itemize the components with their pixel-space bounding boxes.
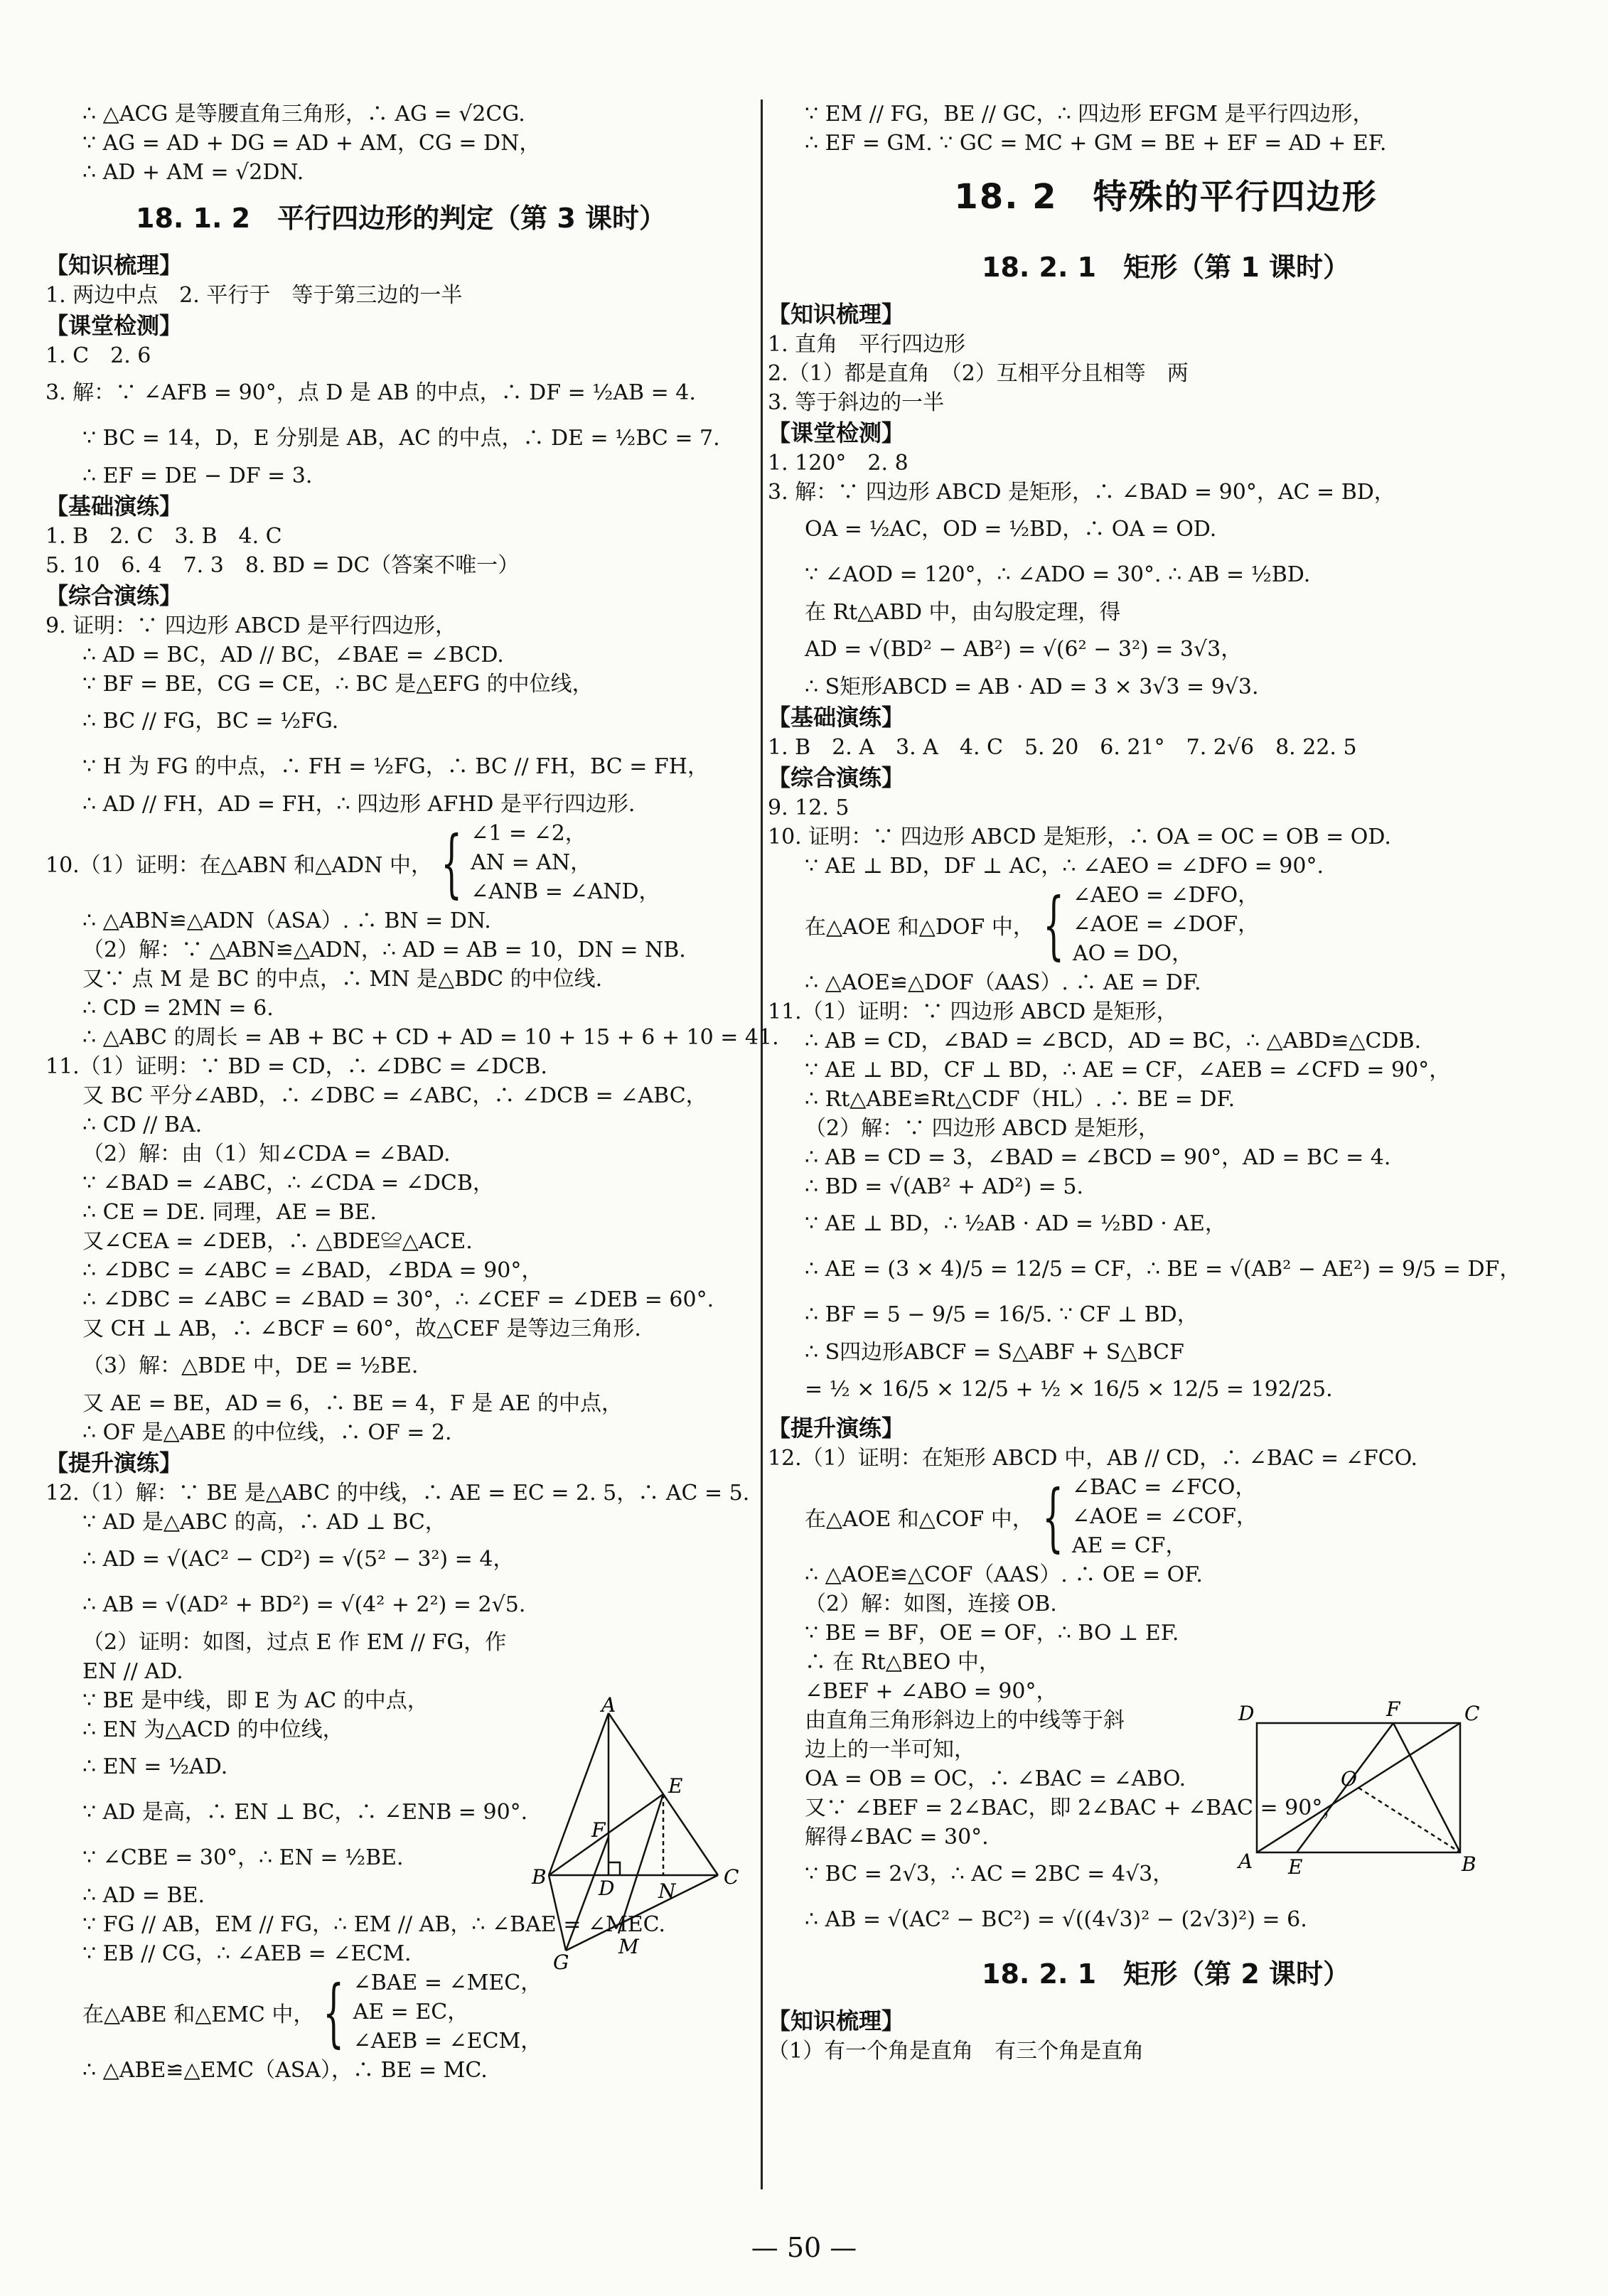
label-F: F bbox=[1386, 1697, 1400, 1721]
text-line: ∴ BD = √(AB² + AD²) = 5. bbox=[805, 1174, 1083, 1199]
text-line: 11.（1）证明：∵ BD = CD，∴ ∠DBC = ∠DCB. bbox=[45, 1054, 547, 1079]
text-line: ∵ EM // FG，BE // GC，∴ 四边形 EFGM 是平行四边形， bbox=[805, 102, 1374, 127]
section-title: 【提升演练】 bbox=[45, 1449, 183, 1476]
text-line: ∴ AE = (3 × 4)/5 = 12/5 = CF，∴ BE = √(AB² − AE²) = 9/5 = DF， bbox=[805, 1257, 1521, 1282]
text-line: ∴ AD = √(AC² − CD²) = √(5² − 3²) = 4， bbox=[82, 1547, 515, 1572]
text-line: ∴ AB = CD = 3，∠BAD = ∠BCD = 90°，AD = BC = 4. bbox=[805, 1145, 1391, 1170]
text-line: ∵ BE 是中线，即 E 为 AC 的中点， bbox=[82, 1688, 429, 1713]
right-angle-mark bbox=[609, 1862, 620, 1875]
label-O: O bbox=[1341, 1767, 1357, 1791]
brace: { bbox=[323, 1968, 345, 2056]
text-line: ∴ △ABE≌△EMC（ASA），∴ BE = MC. bbox=[82, 2058, 488, 2083]
text-line: ∴ △AOE≌△DOF（AAS）. ∴ AE = DF. bbox=[805, 970, 1201, 995]
equation-system bbox=[768, 1473, 1564, 1560]
label-A: A bbox=[601, 1693, 616, 1717]
text-line: ∵ AD 是△ABC 的高，∴ AD ⊥ BC， bbox=[82, 1510, 446, 1535]
system-item: ∠ANB = ∠AND， bbox=[471, 879, 660, 904]
text-line: ∴ AB = √(AD² + BD²) = √(4² + 2²) = 2√5. bbox=[82, 1592, 526, 1617]
lesson-title: 18. 1. 2 平行四边形的判定（第 3 课时） bbox=[136, 203, 666, 234]
section-title: 【基础演练】 bbox=[45, 493, 183, 520]
text-line: 1. B 2. C 3. B 4. C bbox=[45, 524, 282, 549]
text-line: （2）解：如图，连接 OB. bbox=[805, 1592, 1057, 1616]
brace: { bbox=[1043, 881, 1064, 968]
text-line: = ½ × 16/5 × 12/5 + ½ × 16/5 × 12/5 = 192/25. bbox=[805, 1377, 1333, 1402]
text-line: ∴ △AOE≌△COF（AAS）. ∴ OE = OF. bbox=[805, 1562, 1203, 1587]
text-line: ∴ BC // FG，BC = ½FG. bbox=[82, 709, 339, 734]
label-E: E bbox=[1288, 1855, 1303, 1879]
label-B: B bbox=[532, 1865, 547, 1889]
label-C: C bbox=[1464, 1702, 1480, 1725]
system-item: ∠1 = ∠2， bbox=[471, 821, 586, 846]
text-line: ∵ AD 是高，∴ EN ⊥ BC，∴ ∠ENB = 90°. bbox=[82, 1800, 528, 1825]
text-line: ∴ EN 为△ACD 的中位线， bbox=[82, 1717, 344, 1742]
label-E: E bbox=[668, 1774, 683, 1798]
system-lead: 在△ABE 和△EMC 中， bbox=[82, 2002, 315, 2027]
text-line: ∴ OF 是△ABE 的中位线，∴ OF = 2. bbox=[82, 1420, 452, 1445]
text-line: ∴ ∠DBC = ∠ABC = ∠BAD，∠BDA = 90°， bbox=[82, 1258, 543, 1283]
text-line: ∵ ∠AOD = 120°，∴ ∠ADO = 30°. ∴ AB = ½BD. bbox=[805, 562, 1311, 587]
label-G: G bbox=[553, 1951, 569, 1974]
section-title: 【基础演练】 bbox=[768, 704, 905, 731]
text-line: 1. 120° 2. 8 bbox=[768, 451, 908, 476]
text-line: ∴ △ACG 是等腰直角三角形，∴ AG = √2CG. bbox=[82, 102, 525, 127]
system-item: ∠AOE = ∠COF， bbox=[1071, 1504, 1258, 1529]
text-line: ∴ Rt△ABE≌Rt△CDF（HL）. ∴ BE = DF. bbox=[805, 1087, 1236, 1112]
brace: { bbox=[441, 819, 462, 906]
text-line: ∵ BF = BE，CG = CE，∴ BC 是△EFG 的中位线， bbox=[82, 672, 594, 697]
label-A: A bbox=[1238, 1850, 1253, 1873]
triangle-figure bbox=[532, 1693, 745, 1975]
equation-system bbox=[768, 881, 1564, 968]
text-line: EN // AD. bbox=[82, 1659, 183, 1684]
page-number: — 50 — bbox=[751, 2232, 857, 2263]
text-line: 又 AE = BE，AD = 6，∴ BE = 4，F 是 AE 的中点， bbox=[82, 1391, 623, 1416]
text-line: ∴ EF = GM. ∵ GC = MC + GM = BE + EF = AD + EF. bbox=[805, 131, 1387, 156]
text-line: 11.（1）证明：∵ 四边形 ABCD 是矩形， bbox=[768, 999, 1178, 1024]
text-line: ∴ ∠DBC = ∠ABC = ∠BAD = 30°，∴ ∠CEF = ∠DEB = 60°. bbox=[82, 1287, 714, 1312]
rectangle-diagram bbox=[1236, 1697, 1480, 1882]
text-line: ∵ ∠BAD = ∠ABC，∴ ∠CDA = ∠DCB， bbox=[82, 1171, 494, 1196]
text-line: ∴ △ABN≌△ADN（ASA）. ∴ BN = DN. bbox=[82, 908, 491, 933]
section-title: 【提升演练】 bbox=[768, 1415, 905, 1442]
system-items bbox=[1073, 881, 1259, 968]
text-line: ∴ 在 Rt△BEO 中， bbox=[805, 1650, 1000, 1675]
system-items bbox=[353, 1968, 542, 2056]
text-line: 10. 证明：∵ 四边形 ABCD 是矩形，∴ OA = OC = OB = OD. bbox=[768, 825, 1391, 849]
text-line: （2）解：由（1）知∠CDA = ∠BAD. bbox=[82, 1142, 451, 1166]
system-lead: 在△AOE 和△DOF 中， bbox=[805, 914, 1034, 940]
text-line: 12.（1）证明：在矩形 ABCD 中，AB // CD，∴ ∠BAC = ∠FCO. bbox=[768, 1446, 1417, 1471]
chapter-title: 18. 2 特殊的平行四边形 bbox=[954, 177, 1378, 217]
text-line: （2）解：∵ △ABN≌△ADN，∴ AD = AB = 10，DN = NB. bbox=[82, 938, 686, 962]
text-line: 在 Rt△ABD 中，由勾股定理，得 bbox=[805, 600, 1121, 625]
section-title: 【综合演练】 bbox=[768, 764, 905, 791]
dashed-OB bbox=[1358, 1788, 1460, 1852]
system-item: AE = CF， bbox=[1071, 1533, 1187, 1558]
lesson-title: 18. 2. 1 矩形（第 1 课时） bbox=[982, 252, 1350, 283]
text-line: 12.（1）解：∵ BE 是△ABC 的中线，∴ AE = EC = 2. 5，∴ AC = 5. bbox=[45, 1481, 750, 1506]
text-line: ∴ CD = 2MN = 6. bbox=[82, 996, 274, 1021]
segment-FB bbox=[1393, 1723, 1460, 1852]
text-line: 又∵ ∠BEF = 2∠BAC，即 2∠BAC + ∠BAC = 90°， bbox=[805, 1796, 1344, 1820]
triangle-diagram bbox=[532, 1693, 745, 1975]
system-item: ∠AEO = ∠DFO， bbox=[1073, 883, 1260, 908]
label-B: B bbox=[1462, 1852, 1476, 1876]
equation-system bbox=[45, 1968, 756, 2056]
system-item: ∠AOE = ∠DOF， bbox=[1073, 912, 1260, 937]
text-line: ∵ ∠CBE = 30°，∴ EN = ½BE. bbox=[82, 1845, 404, 1870]
label-N: N bbox=[658, 1879, 676, 1903]
section-title: 【课堂检测】 bbox=[45, 312, 183, 339]
text-line: （3）解：△BDE 中，DE = ½BE. bbox=[82, 1353, 419, 1378]
text-line: 由直角三角形斜边上的中线等于斜 bbox=[805, 1708, 1125, 1733]
text-line: 2.（1）都是直角 （2）互相平分且相等 两 bbox=[768, 361, 1189, 386]
text-line: ∵ AE ⊥ BD，DF ⊥ AC，∴ ∠AEO = ∠DFO = 90°. bbox=[805, 854, 1324, 879]
section-title: 【课堂检测】 bbox=[768, 419, 905, 446]
text-line: 9. 证明：∵ 四边形 ABCD 是平行四边形， bbox=[45, 613, 457, 638]
text-line: ∴ S四边形ABCF = S△ABF + S△BCF bbox=[805, 1340, 1184, 1365]
text-line: ∴ CE = DE. 同理，AE = BE. bbox=[82, 1200, 377, 1225]
text-line: 5. 10 6. 4 7. 3 8. BD = DC（答案不唯一） bbox=[45, 553, 520, 578]
text-line: ∴ AB = √(AC² − BC²) = √((4√3)² − (2√3)²) = 6. bbox=[805, 1907, 1307, 1932]
text-line: ∴ AD // FH，AD = FH，∴ 四边形 AFHD 是平行四边形. bbox=[82, 792, 636, 817]
text-line: ∴ AB = CD，∠BAD = ∠BCD，AD = BC，∴ △ABD≌△CDB. bbox=[805, 1029, 1422, 1053]
system-items bbox=[1072, 1473, 1258, 1560]
text-line: 9. 12. 5 bbox=[768, 795, 849, 820]
label-F: F bbox=[591, 1818, 606, 1842]
text-line: ∵ EB // CG，∴ ∠AEB = ∠ECM. bbox=[82, 1941, 412, 1966]
text-line: 3. 等于斜边的一半 bbox=[768, 390, 945, 415]
text-line: ∴ S矩形ABCD = AB · AD = 3 × 3√3 = 9√3. bbox=[805, 675, 1259, 699]
segment-BG bbox=[549, 1875, 566, 1951]
text-line: ∵ AE ⊥ BD，∴ ½AB · AD = ½BD · AE， bbox=[805, 1211, 1226, 1236]
text-line: ∵ H 为 FG 的中点，∴ FH = ½FG，∴ BC // FH，BC = FH， bbox=[82, 754, 709, 779]
rectangle-figure bbox=[1236, 1697, 1480, 1882]
system-item: AE = EC， bbox=[353, 2000, 469, 2024]
section-title: 【知识梳理】 bbox=[45, 252, 183, 279]
text-line: 又∵ 点 M 是 BC 的中点，∴ MN 是△BDC 的中位线. bbox=[82, 967, 603, 992]
text-line: 1. 两边中点 2. 平行于 等于第三边的一半 bbox=[45, 283, 463, 308]
text-line: （2）解：∵ 四边形 ABCD 是矩形， bbox=[805, 1116, 1159, 1141]
system-items bbox=[471, 819, 660, 906]
text-line: 3. 解：∵ ∠AFB = 90°，点 D 是 AB 的中点，∴ DF = ½AB = 4. bbox=[45, 380, 696, 405]
text-line: ∵ AG = AD + DG = AD + AM，CG = DN， bbox=[82, 131, 541, 156]
segment-GC bbox=[566, 1875, 718, 1951]
lesson-title: 18. 2. 1 矩形（第 2 课时） bbox=[982, 1958, 1350, 1990]
column-divider bbox=[761, 100, 763, 2189]
text-line: 1. B 2. A 3. A 4. C 5. 20 6. 21° 7. 2√6 8. 22. 5 bbox=[768, 735, 1357, 760]
text-line: ∵ FG // AB，EM // FG，∴ EM // AB，∴ ∠BAE = ∠MEC. bbox=[82, 1912, 666, 1937]
text-line: ∴ △ABC 的周长 = AB + BC + CD + AD = 10 + 15 + 6 + 10 = 41. bbox=[82, 1025, 779, 1050]
text-line: OA = OB = OC，∴ ∠BAC = ∠ABO. bbox=[805, 1766, 1186, 1791]
text-line: ∵ BC = 14，D，E 分别是 AB，AC 的中点，∴ DE = ½BC = 7. bbox=[82, 426, 720, 451]
system-item: ∠AEB = ∠ECM， bbox=[353, 2029, 542, 2054]
label-M: M bbox=[618, 1935, 639, 1958]
system-item: ∠BAC = ∠FCO， bbox=[1071, 1475, 1257, 1500]
text-line: ∴ AD + AM = √2DN. bbox=[82, 160, 304, 185]
label-D: D bbox=[1238, 1702, 1255, 1725]
text-line: 1. C 2. 6 bbox=[45, 343, 151, 368]
text-line: 1. 直角 平行四边形 bbox=[768, 332, 966, 357]
median-BE bbox=[549, 1794, 663, 1875]
left-intro bbox=[45, 100, 756, 187]
brace: { bbox=[1041, 1473, 1063, 1560]
text-line: ∵ BC = 2√3，∴ AC = 2BC = 4√3， bbox=[805, 1862, 1174, 1887]
text-line: 又 BC 平分∠ABD，∴ ∠DBC = ∠ABC，∴ ∠DCB = ∠ABC， bbox=[82, 1083, 707, 1108]
text-line: 3. 解：∵ 四边形 ABCD 是矩形，∴ ∠BAD = 90°，AC = BD， bbox=[768, 480, 1395, 505]
text-line: （2）证明：如图，过点 E 作 EM // FG，作 bbox=[82, 1630, 507, 1655]
label-C: C bbox=[724, 1865, 739, 1889]
section-title: 【综合演练】 bbox=[45, 582, 183, 609]
system-item: ∠BAE = ∠MEC， bbox=[353, 1970, 542, 1995]
text-line: ∴ EF = DE − DF = 3. bbox=[82, 463, 313, 488]
label-D: D bbox=[599, 1877, 615, 1900]
section-title: 【知识梳理】 bbox=[768, 2007, 905, 2034]
text-line: 解得∠BAC = 30°. bbox=[805, 1825, 989, 1850]
text-line: 又 CH ⊥ AB，∴ ∠BCF = 60°，故△CEF 是等边三角形. bbox=[82, 1316, 641, 1341]
text-line: ∴ CD // BA. bbox=[82, 1112, 203, 1137]
equation-system bbox=[45, 819, 756, 906]
edge-AB bbox=[549, 1713, 609, 1875]
text-line: ∴ AD = BE. bbox=[82, 1883, 205, 1908]
text-line: （1）有一个角是直角 有三个角是直角 bbox=[768, 2039, 1145, 2064]
text-line: ∵ AE ⊥ BD，CF ⊥ BD，∴ AE = CF，∠AEB = ∠CFD = 90°， bbox=[805, 1058, 1451, 1083]
text-line: AD = √(BD² − AB²) = √(6² − 3²) = 3√3， bbox=[805, 637, 1243, 662]
text-line: ∴ AD = BC，AD // BC，∠BAE = ∠BCD. bbox=[82, 643, 504, 667]
system-item: AO = DO， bbox=[1073, 941, 1194, 966]
text-line: 又∠CEA = ∠DEB，∴ △BDE≌△ACE. bbox=[82, 1229, 473, 1254]
text-line: ∴ BF = 5 − 9/5 = 16/5. ∵ CF ⊥ BD， bbox=[805, 1302, 1199, 1327]
text-line: 边上的一半可知， bbox=[805, 1737, 975, 1762]
text-line: ∴ EN = ½AD. bbox=[82, 1754, 228, 1779]
text-line: OA = ½AC，OD = ½BD，∴ OA = OD. bbox=[805, 517, 1217, 542]
text-line: ∵ BE = BF，OE = OF，∴ BO ⊥ EF. bbox=[805, 1621, 1179, 1646]
section-title: 【知识梳理】 bbox=[768, 301, 905, 328]
system-item: AN = AN， bbox=[471, 850, 592, 875]
system-lead: 在△AOE 和△COF 中， bbox=[805, 1506, 1034, 1532]
text-line: ∠BEF + ∠ABO = 90°， bbox=[805, 1679, 1058, 1704]
system-lead: 10.（1）证明：在△ABN 和△ADN 中， bbox=[45, 852, 432, 878]
